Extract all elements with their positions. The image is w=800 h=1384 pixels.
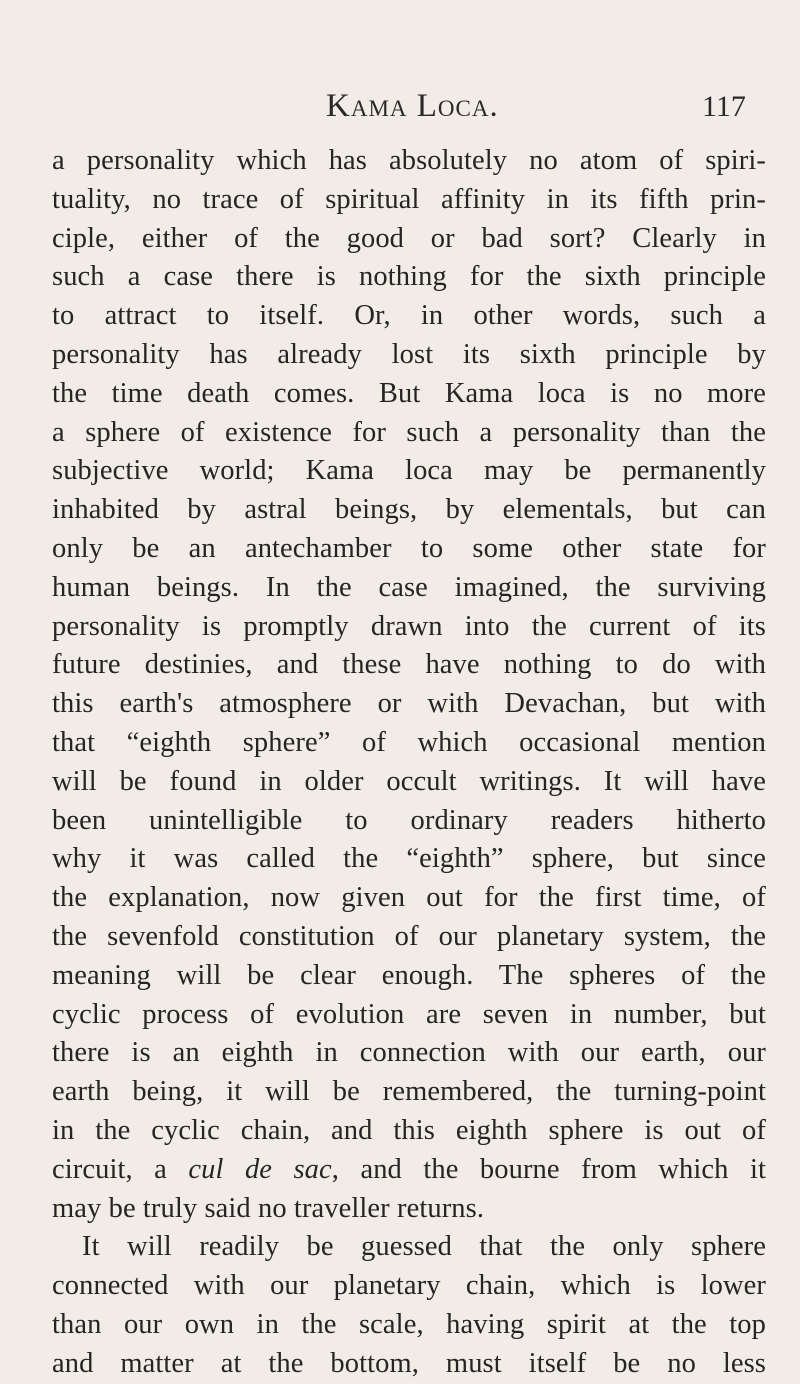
text-line: been unintelligible to ordinary readers hitherto bbox=[52, 804, 766, 836]
paragraph-end-line: may be truly said no traveller returns. bbox=[52, 1192, 485, 1224]
text-line: to attract to itself. Or, in other words, such a bbox=[52, 300, 766, 332]
text-line: than our own in the scale, having spirit at the top bbox=[52, 1308, 766, 1340]
text-line: this earth's atmosphere or with Devachan, but with bbox=[52, 688, 766, 720]
paragraph-start-line: It will readily be guessed that the only sphere bbox=[82, 1231, 766, 1263]
text-line: that “eighth sphere” of which occasional mention bbox=[52, 726, 766, 758]
text-line: will be found in older occult writings. It will have bbox=[52, 765, 766, 797]
text-line: personality has already lost its sixth principle by bbox=[52, 338, 766, 370]
text-line: the sevenfold constitution of our planetary system, the bbox=[52, 920, 766, 952]
text-line: cyclic process of evolution are seven in number, but bbox=[52, 998, 766, 1030]
text-line: inhabited by astral beings, by elementals, but can bbox=[52, 494, 766, 526]
text-line bbox=[52, 1151, 766, 1190]
running-head bbox=[0, 78, 800, 128]
text-line: a personality which has absolutely no atom of spiri- bbox=[52, 145, 766, 176]
text-fragment: circuit, a bbox=[52, 1153, 189, 1185]
text-line: a sphere of existence for such a personality than the bbox=[52, 416, 766, 448]
text-line: such a case there is nothing for the sixth principle bbox=[52, 261, 766, 293]
text-line: personality is promptly drawn into the current of its bbox=[52, 610, 766, 642]
text-line: connected with our planetary chain, which is lower bbox=[52, 1270, 766, 1302]
text-line: subjective world; Kama loca may be permanently bbox=[52, 455, 766, 487]
page-number: 117 bbox=[702, 90, 746, 123]
text-line: ciple, either of the good or bad sort? Clearly in bbox=[52, 222, 766, 254]
text-line: there is an eighth in connection with our earth, our bbox=[52, 1037, 766, 1069]
text-line: earth being, it will be remembered, the turning-point bbox=[52, 1076, 766, 1108]
text-line: why it was called the “eighth” sphere, but since bbox=[52, 843, 766, 875]
running-title: Kama Loca. bbox=[326, 88, 499, 124]
text-line: tuality, no trace of spiritual affinity in its fifth prin- bbox=[52, 183, 766, 215]
text-line: only be an antechamber to some other state for bbox=[52, 532, 766, 564]
text-line: the explanation, now given out for the first time, of bbox=[52, 882, 766, 914]
text-line: in the cyclic chain, and this eighth sphere is out of bbox=[52, 1114, 766, 1146]
text-fragment: , and the bourne from which it bbox=[331, 1153, 766, 1185]
text-line: future destinies, and these have nothing to do with bbox=[52, 649, 766, 681]
body-text bbox=[52, 142, 766, 1384]
italic-phrase: cul de sac bbox=[188, 1153, 332, 1185]
text-line: and matter at the bottom, must itself be no less bbox=[52, 1347, 766, 1379]
text-line: meaning will be clear enough. The spheres of the bbox=[52, 959, 766, 991]
text-line: human beings. In the case imagined, the surviving bbox=[52, 571, 766, 603]
text-line: the time death comes. But Kama loca is no more bbox=[52, 377, 766, 409]
